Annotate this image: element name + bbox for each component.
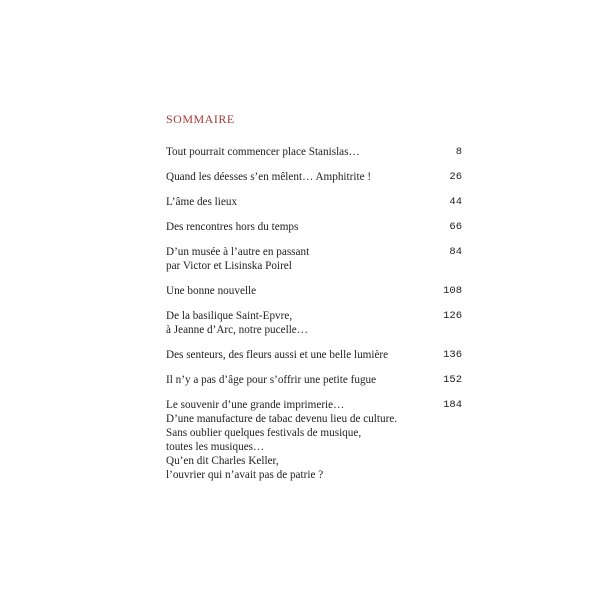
- toc-list: [166, 145, 462, 482]
- toc-entry-line: Des rencontres hors du temps: [166, 221, 299, 233]
- toc-entry-page: 184: [443, 399, 462, 411]
- toc-entry-title: [166, 284, 428, 298]
- toc-entry-page: 66: [449, 221, 462, 233]
- toc-entry-title: [166, 245, 428, 273]
- toc-entry-title: [166, 195, 428, 209]
- toc-entry-title: [166, 220, 428, 234]
- toc-entry: [166, 245, 462, 273]
- toc-entry-page: 84: [449, 246, 462, 258]
- toc-entry-page: 44: [449, 196, 462, 208]
- toc-entry-title: [166, 348, 428, 362]
- toc-entry-line: Tout pourrait commencer place Stanislas…: [166, 146, 360, 158]
- toc-entry-line: D’une manufacture de tabac devenu lieu de culture.: [166, 413, 398, 425]
- toc-entry-line: Le souvenir d’une grande imprimerie…: [166, 399, 345, 411]
- toc-entry: [166, 220, 462, 234]
- toc-entry-line: Quand les déesses s’en mêlent… Amphitrite !: [166, 171, 372, 183]
- toc-entry-page: 126: [443, 310, 462, 322]
- toc-entry-title: [166, 170, 428, 184]
- toc-entry-line: Qu’en dit Charles Keller,: [166, 455, 279, 467]
- toc-entry-page: 8: [455, 146, 462, 158]
- toc-entry: [166, 373, 462, 387]
- toc-entry-title: [166, 145, 428, 159]
- toc-entry-title: [166, 373, 428, 387]
- toc-entry-line: l’ouvrier qui n’avait pas de patrie ?: [166, 469, 324, 481]
- toc-entry-line: Des senteurs, des fleurs aussi et une belle lumière: [166, 349, 389, 361]
- toc-entry-page: 136: [443, 349, 462, 361]
- toc-entry: [166, 284, 462, 298]
- toc-entry-page: 108: [443, 285, 462, 297]
- toc-entry: [166, 309, 462, 337]
- toc-entry: [166, 145, 462, 159]
- toc-entry-line: D’un musée à l’autre en passant: [166, 246, 310, 258]
- toc-entry-page: 26: [449, 171, 462, 183]
- toc-entry-page: 152: [443, 374, 462, 386]
- toc-entry-line: Sans oublier quelques festivals de musique,: [166, 427, 362, 439]
- toc-entry-line: De la basilique Saint-Epvre,: [166, 310, 293, 322]
- toc-title: SOMMAIRE: [166, 112, 235, 126]
- toc-entry: [166, 195, 462, 209]
- toc-entry: [166, 398, 462, 482]
- toc-entry-line: à Jeanne d’Arc, notre pucelle…: [166, 324, 308, 336]
- toc-entry-title: [166, 309, 428, 337]
- toc-entry: [166, 170, 462, 184]
- toc-entry-line: Une bonne nouvelle: [166, 285, 257, 297]
- toc-entry-line: par Victor et Lisinska Poirel: [166, 260, 292, 272]
- toc-entry-line: toutes les musiques…: [166, 441, 265, 453]
- toc-entry-title: [166, 398, 428, 482]
- toc-entry-line: L’âme des lieux: [166, 196, 238, 208]
- toc-entry-line: Il n’y a pas d’âge pour s’offrir une petite fugue: [166, 374, 377, 386]
- toc-entry: [166, 348, 462, 362]
